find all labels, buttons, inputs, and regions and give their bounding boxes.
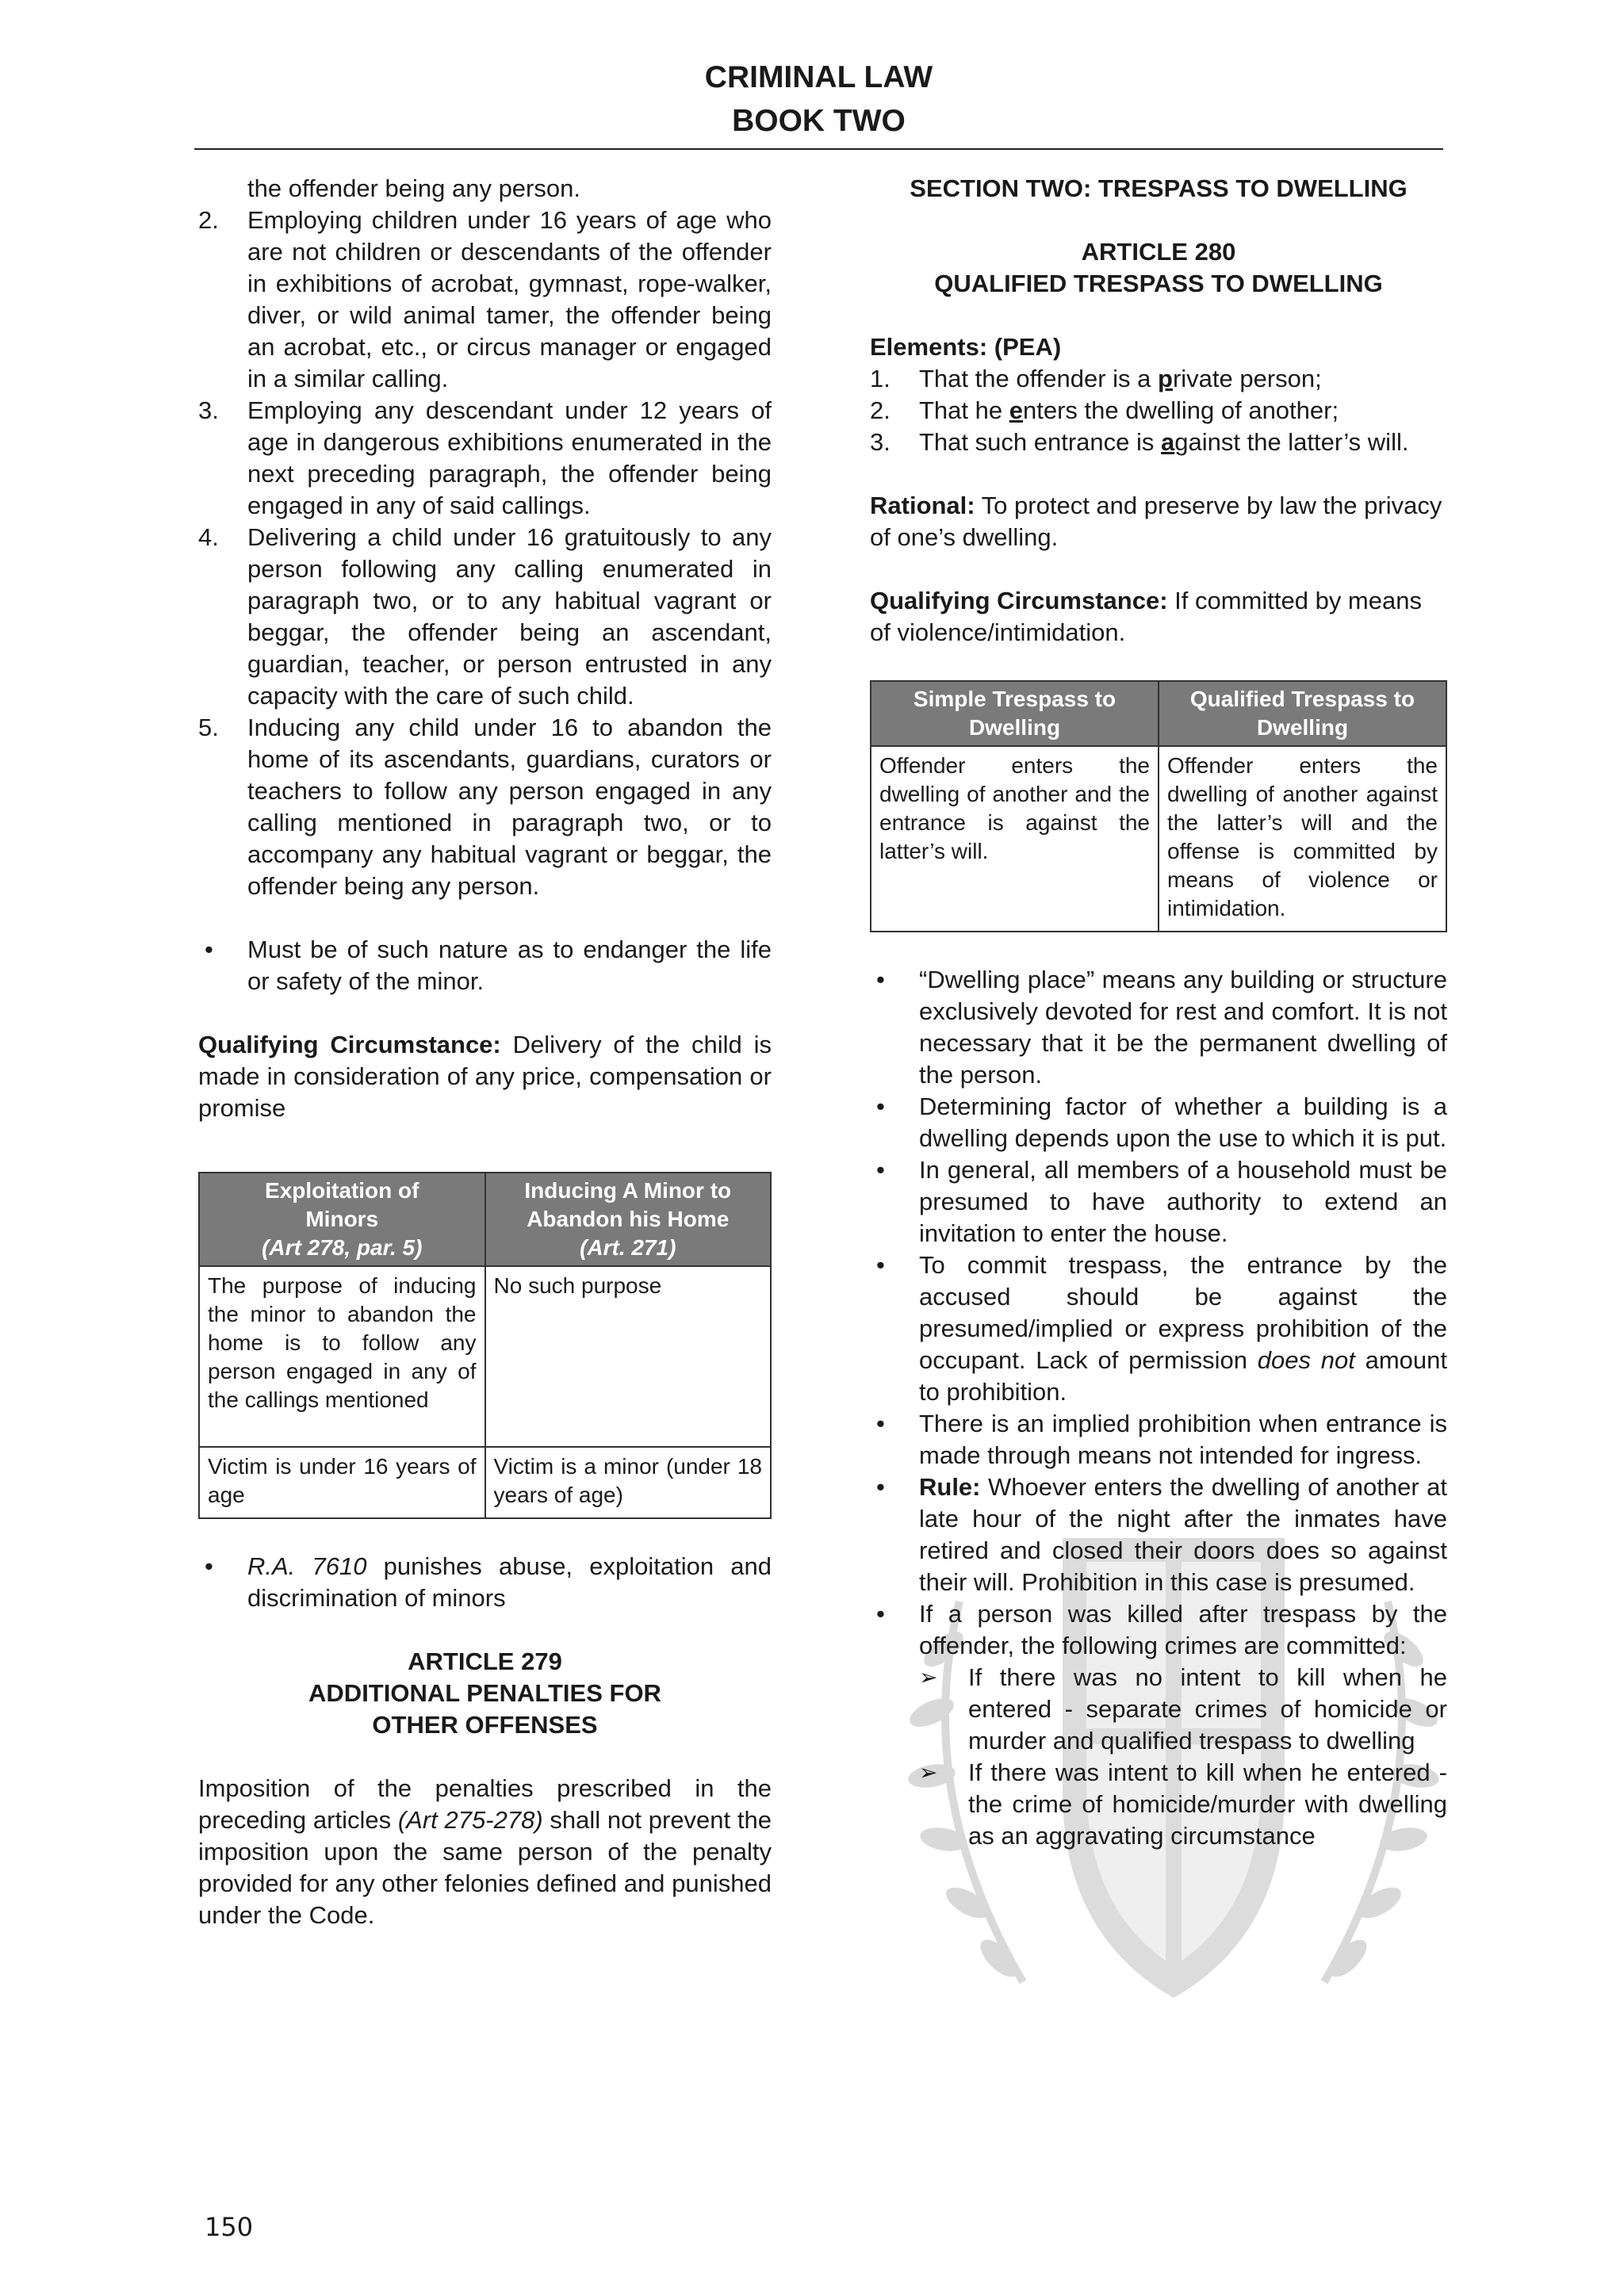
list-text: punishes abuse, exploitation and discrimination of minors bbox=[247, 1552, 772, 1612]
statute-reference: R.A. 7610 bbox=[247, 1552, 367, 1580]
comparison-table-minors bbox=[198, 1172, 772, 1519]
section-title: SECTION TWO: TRESPASS TO DWELLING bbox=[910, 174, 1408, 202]
list-text: Must be of such nature as to endanger the life or safety of the minor. bbox=[247, 936, 772, 995]
header-rule bbox=[194, 148, 1443, 150]
rational-text: To protect and preserve by law the privacy of one’s dwelling. bbox=[870, 492, 1442, 551]
article-280-heading bbox=[870, 236, 1447, 300]
list-text: If a person was killed after trespass by the offender, the following crimes are committed: bbox=[919, 1600, 1447, 1659]
list-number: 5. bbox=[198, 714, 219, 741]
list-item bbox=[870, 1249, 1447, 1408]
bullet-marker: • bbox=[876, 1600, 885, 1628]
list-text: Delivering a child under 16 gratuitously to any person following any calling enumerated in paragraph two, or to any habitual vagrant or beggar, the offender being an ascendant, guardian, teacher, or person entrusted in any capacity with the care of such child. bbox=[247, 523, 772, 710]
list-text: That the offender is a bbox=[919, 365, 1159, 392]
list-text: In general, all members of a household must be presumed to have authority to extend an invitation to enter the house. bbox=[919, 1156, 1447, 1247]
sub-list-item bbox=[919, 1757, 1447, 1852]
list-text: gainst the latter’s will. bbox=[1174, 428, 1409, 456]
header-line: (Art. 271) bbox=[580, 1235, 676, 1260]
list-text: Determining factor of whether a building is a dwelling depends upon the use to which it is put. bbox=[919, 1093, 1447, 1152]
list-item bbox=[198, 205, 772, 395]
list-text: rivate person; bbox=[1172, 365, 1322, 392]
list-text: To commit trespass, the entrance by the accused should be against the presumed/implied or express prohibition of the occupant. Lack of permission bbox=[919, 1251, 1447, 1374]
list-item bbox=[198, 522, 772, 712]
table-header bbox=[871, 681, 1159, 746]
mnemonic-letter: e bbox=[1009, 396, 1023, 424]
article-subtitle: OTHER OFFENSES bbox=[372, 1711, 598, 1739]
header-line: Minors bbox=[305, 1207, 379, 1231]
list-number: 4. bbox=[198, 523, 219, 551]
article-title: ARTICLE 280 bbox=[1081, 238, 1236, 266]
list-text: “Dwelling place” means any building or structure exclusively devoted for rest and comfort. It is not necessary that it be the permanent dwelling of the person. bbox=[919, 966, 1447, 1089]
bullet-marker: • bbox=[876, 966, 885, 993]
page-number: 150 bbox=[205, 2212, 254, 2242]
qualifying-text: If committed by means of violence/intimidation. bbox=[870, 587, 1422, 646]
list-text: That he bbox=[919, 396, 1009, 424]
table-cell: The purpose of inducing the minor to abandon the home is to follow any person engaged in any of the callings mentioned bbox=[199, 1266, 485, 1447]
list-item bbox=[870, 1408, 1447, 1471]
list-text: Whoever enters the dwelling of another at late hour of the night after the inmates have retired and closed their doors does so against their will. Prohibition in this case is presumed. bbox=[919, 1473, 1447, 1596]
list-text: Employing any descendant under 12 years of age in dangerous exhibitions enumerated in the next preceding paragraph, the offender being engaged in any of said callings. bbox=[247, 396, 772, 519]
header-line: Dwelling bbox=[968, 715, 1061, 740]
list-item bbox=[870, 427, 1447, 458]
table-row bbox=[871, 746, 1446, 932]
list-number: 2. bbox=[870, 396, 891, 424]
qualifying-circumstance bbox=[198, 1029, 772, 1124]
elements-list bbox=[870, 363, 1447, 458]
list-text: If there was intent to kill when he entered - the crime of homicide/murder with dwelling as an aggravating circumstance bbox=[968, 1758, 1447, 1850]
header-line: Abandon his Home bbox=[527, 1207, 730, 1231]
arrow-icon: ➢ bbox=[919, 1665, 938, 1689]
mnemonic-letter: p bbox=[1158, 365, 1173, 392]
list-text: nters the dwelling of another; bbox=[1023, 396, 1339, 424]
article-279-body bbox=[198, 1773, 772, 1931]
table-header bbox=[485, 1173, 772, 1266]
qualifying-label: Qualifying Circumstance: bbox=[870, 587, 1168, 614]
list-italic: does not bbox=[1257, 1346, 1355, 1374]
header-subtitle: BOOK TWO bbox=[732, 104, 906, 138]
list-number: 3. bbox=[198, 396, 219, 424]
article-subtitle: QUALIFIED TRESPASS TO DWELLING bbox=[934, 270, 1383, 297]
list-text: Inducing any child under 16 to abandon the home of its ascendants, guardians, curators or teachers to follow any person engaged in any calling mentioned in paragraph two, or to accompany any habitual vagrant or beggar, the offender being any person. bbox=[247, 714, 772, 900]
bullet-marker: • bbox=[876, 1473, 885, 1501]
list-item bbox=[198, 1551, 772, 1614]
bullet-marker: • bbox=[876, 1251, 885, 1279]
list-number: 2. bbox=[198, 206, 219, 234]
list-item bbox=[870, 1154, 1447, 1249]
bullet-marker: • bbox=[876, 1093, 885, 1120]
table-cell: Offender enters the dwelling of another against the latter’s will and the offense is committed by means of violence or intimidation. bbox=[1159, 746, 1446, 932]
article-title: ARTICLE 279 bbox=[408, 1647, 562, 1675]
list-item bbox=[198, 712, 772, 902]
table-row bbox=[199, 1266, 771, 1447]
comparison-table-trespass bbox=[870, 680, 1447, 932]
article-subtitle: ADDITIONAL PENALTIES FOR bbox=[308, 1679, 661, 1707]
list-item bbox=[198, 173, 772, 205]
header-title: CRIMINAL LAW bbox=[704, 60, 933, 94]
header-line: Inducing A Minor to bbox=[524, 1178, 732, 1203]
list-item bbox=[198, 934, 772, 997]
right-column bbox=[870, 173, 1447, 1852]
numbered-list bbox=[198, 205, 772, 902]
list-text: That such entrance is bbox=[919, 428, 1161, 456]
article-279-heading bbox=[198, 1646, 772, 1741]
header-line: (Art 278, par. 5) bbox=[262, 1235, 423, 1260]
rule-label: Rule: bbox=[919, 1473, 981, 1501]
page-header bbox=[194, 55, 1443, 143]
list-number: 3. bbox=[870, 428, 891, 456]
list-item bbox=[870, 1091, 1447, 1154]
table-cell: Victim is a minor (under 18 years of age) bbox=[485, 1447, 772, 1518]
rational-label: Rational: bbox=[870, 492, 975, 519]
list-item bbox=[870, 1471, 1447, 1598]
left-column bbox=[198, 173, 772, 1931]
list-item bbox=[870, 1598, 1447, 1852]
header-line: Exploitation of bbox=[265, 1178, 419, 1203]
rational bbox=[870, 490, 1447, 553]
table-cell: No such purpose bbox=[485, 1266, 772, 1447]
body-italic: (Art 275-278) bbox=[397, 1806, 543, 1834]
bullet-list bbox=[870, 964, 1447, 1852]
sub-list-item bbox=[919, 1662, 1447, 1757]
list-text: There is an implied prohibition when entrance is made through means not intended for ingress. bbox=[919, 1410, 1447, 1469]
header-line: Qualified Trespass to bbox=[1189, 687, 1415, 711]
table-row bbox=[199, 1447, 771, 1518]
bullet-marker: • bbox=[876, 1410, 885, 1437]
body-text: shall not prevent the imposition upon the same person of the penalty provided for any other felonies defined and punished under the Code. bbox=[198, 1806, 772, 1929]
list-item bbox=[870, 395, 1447, 427]
header-line: Simple Trespass to bbox=[913, 687, 1116, 711]
header-line: Dwelling bbox=[1256, 715, 1349, 740]
bullet-list bbox=[198, 1551, 772, 1614]
bullet-marker: • bbox=[876, 1156, 885, 1184]
qualifying-circumstance bbox=[870, 585, 1447, 649]
list-number: 1. bbox=[870, 365, 891, 392]
mnemonic-letter: a bbox=[1161, 428, 1175, 456]
arrow-icon: ➢ bbox=[919, 1760, 938, 1785]
bullet-marker: • bbox=[205, 1552, 213, 1580]
qualifying-label: Qualifying Circumstance: bbox=[198, 1031, 501, 1058]
bullet-list bbox=[198, 934, 772, 997]
table-cell: Offender enters the dwelling of another and the entrance is against the latter’s will. bbox=[871, 746, 1159, 932]
elements-label: Elements: (PEA) bbox=[870, 333, 1062, 361]
table-header bbox=[199, 1173, 485, 1266]
bullet-marker: • bbox=[205, 936, 213, 963]
qualifying-text: Delivery of the child is made in consideration of any price, compensation or promise bbox=[198, 1031, 772, 1122]
table-cell: Victim is under 16 years of age bbox=[199, 1447, 485, 1518]
list-text: If there was no intent to kill when he entered - separate crimes of homicide or murder and qualified trespass to dwelling bbox=[968, 1663, 1447, 1755]
list-item bbox=[870, 964, 1447, 1091]
sub-list bbox=[919, 1662, 1447, 1852]
list-text: amount to prohibition. bbox=[919, 1346, 1447, 1406]
body-text: Imposition of the penalties prescribed in the preceding articles bbox=[198, 1774, 772, 1834]
list-item bbox=[198, 395, 772, 522]
list-text: Employing children under 16 years of age who are not children or descendants of the offender in exhibitions of acrobat, gymnast, rope-walker, diver, or wild animal tamer, the offender being an acrobat, etc., or circus manager or engaged in a similar calling. bbox=[247, 206, 772, 392]
list-text: the offender being any person. bbox=[247, 174, 580, 202]
list-item bbox=[870, 363, 1447, 395]
table-header bbox=[1159, 681, 1446, 746]
